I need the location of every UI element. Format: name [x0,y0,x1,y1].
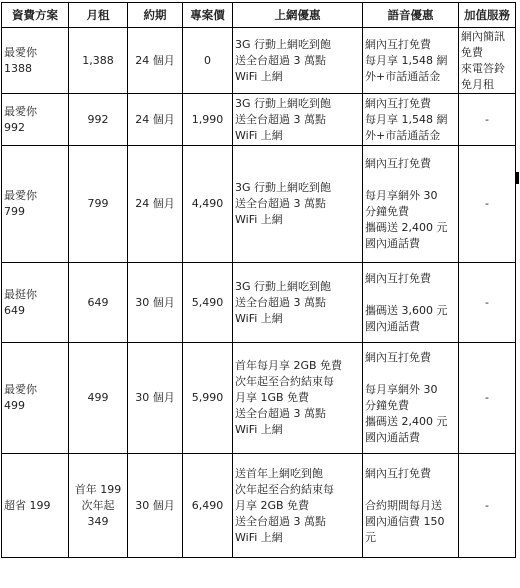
voice-offer-cell [363,454,459,558]
data-offer-cell-line: WiFi 上網 [235,311,283,325]
plan-name-cell [2,94,69,146]
monthly-fee-cell [69,146,128,263]
voice-offer-cell-line: 外+市話通話金 [365,69,441,83]
table-row [2,94,516,146]
price-cell: 4,490 [183,146,233,263]
voice-offer-cell-line: 網內互打免費 [365,271,431,285]
data-offer-cell-line: 送全台超過 3 萬點 [235,112,326,126]
plan-name-cell [2,454,69,558]
monthly-fee-cell [69,343,128,454]
plan-name-cell-line: 1388 [4,61,32,75]
voice-offer-cell-line: 合約期間每月送 [365,498,442,512]
voice-offer-cell-line: 國內通話費 [365,319,420,333]
data-offer-cell-line: 次年起至合約結束每 [235,482,334,496]
header-plan: 資費方案 [2,3,69,28]
voice-offer-cell-line: 攜碼送 3,600 元 [365,303,448,317]
term-cell: 30 個月 [128,343,183,454]
data-offer-cell [233,28,363,94]
table-row [2,263,516,343]
monthly-fee-cell-line: 499 [87,391,109,404]
plan-name-cell [2,263,69,343]
voice-offer-cell-line [365,482,456,498]
value-added-cell-line: 來電答鈴 [461,61,505,75]
header-value-added: 加值服務 [459,3,516,28]
table-row [2,454,516,558]
value-added-cell-line: - [485,498,489,512]
header-data-offer: 上網優惠 [233,3,363,28]
plan-comparison-table [1,2,516,558]
voice-offer-cell-line: 元 [365,530,376,544]
plan-name-cell [2,146,69,263]
value-added-cell-line: - [485,391,489,404]
monthly-fee-cell-line: 799 [87,197,109,210]
voice-offer-cell-line: 分鐘免費 [365,205,409,218]
voice-offer-cell-line: 國內通話費 [365,237,420,250]
value-added-cell [459,94,516,146]
data-offer-cell-line: 送全台超過 3 萬點 [235,197,326,210]
plan-name-cell-line: 最愛你 [4,189,37,202]
table-row [2,343,516,454]
header-voice-offer: 語音優惠 [363,3,459,28]
voice-offer-cell-line: 攜碼送 2,400 元 [365,415,448,428]
plan-name-cell [2,28,69,94]
monthly-fee-cell-line: 首年 199 [74,482,122,496]
voice-offer-cell-line: 外+市話通話金 [365,128,441,142]
value-added-cell-line: - [485,197,489,210]
monthly-fee-cell-line: 349 [87,514,109,528]
voice-offer-cell-line: 網內互打免費 [365,351,431,364]
data-offer-cell-line: 3G 行動上網吃到飽 [235,37,332,51]
term-cell: 24 個月 [128,94,183,146]
table-row [2,28,516,94]
voice-offer-cell-line: 每月享 1,548 網 [365,53,448,67]
voice-offer-cell-line: 網內互打免費 [365,37,431,51]
voice-offer-cell-line: 網內互打免費 [365,157,431,170]
monthly-fee-cell-line: 992 [87,112,109,126]
data-offer-cell-line: 送全台超過 3 萬點 [235,514,326,528]
plan-name-cell-line: 499 [4,399,25,412]
voice-offer-cell-line: 每月享 1,548 網 [365,112,448,126]
data-offer-cell-line: 次年起至合約結束每 [235,375,334,388]
plan-name-cell-line: 最愛你 [4,383,37,396]
header-monthly-fee: 月租 [69,3,128,28]
header-price: 專案價 [183,3,233,28]
data-offer-cell-line: 3G 行動上網吃到飽 [235,181,332,194]
plan-name-cell-line: 992 [4,120,25,134]
table-row [2,146,516,263]
edge-marker [516,172,519,184]
data-offer-cell-line: WiFi 上網 [235,530,283,544]
value-added-cell-line: 免月租 [461,77,494,91]
plan-name-cell-line: 最愛你 [4,104,37,118]
data-offer-cell-line: WiFi 上網 [235,69,283,83]
voice-offer-cell-line: 網內互打免費 [365,466,431,480]
voice-offer-cell-line: 每月享網外 30 [365,383,438,396]
data-offer-cell-line: 月享 2GB 免費 [235,498,310,512]
voice-offer-cell-line: 分鐘免費 [365,399,409,412]
plan-name-cell-line: 最愛你 [4,45,37,59]
value-added-cell [459,343,516,454]
value-added-cell [459,146,516,263]
plan-name-cell-line: 最挺你 [4,287,37,301]
data-offer-cell-line: 月享 1GB 免費 [235,391,310,404]
plan-name-cell-line: 799 [4,205,25,218]
voice-offer-cell-line [365,366,456,382]
data-offer-cell-line: 送全台超過 3 萬點 [235,295,326,309]
data-offer-cell-line: 送首年上網吃到飽 [235,466,323,480]
monthly-fee-cell [69,263,128,343]
price-cell: 5,990 [183,343,233,454]
voice-offer-cell-line [365,172,456,188]
value-added-cell [459,28,516,94]
monthly-fee-cell [69,28,128,94]
value-added-cell [459,454,516,558]
plan-name-cell-line: 超省 199 [4,498,51,512]
data-offer-cell-line: WiFi 上網 [235,128,283,142]
header-row [2,3,516,28]
plan-name-cell [2,343,69,454]
monthly-fee-cell-line: 649 [87,295,109,309]
monthly-fee-cell-line: 次年起 [81,498,115,512]
data-offer-cell-line: 送全台超過 3 萬點 [235,53,326,67]
header-term: 約期 [128,3,183,28]
voice-offer-cell-line: 網內互打免費 [365,96,431,110]
value-added-cell-line: - [485,295,489,309]
data-offer-cell-line: 3G 行動上網吃到飽 [235,96,332,110]
voice-offer-cell [363,94,459,146]
value-added-cell-line: 網內簡訊 [461,29,505,43]
term-cell: 30 個月 [128,454,183,558]
price-cell: 5,490 [183,263,233,343]
voice-offer-cell [363,28,459,94]
plan-name-cell-line: 649 [4,303,25,317]
data-offer-cell-line: WiFi 上網 [235,213,283,226]
data-offer-cell [233,263,363,343]
data-offer-cell-line: 首年每月享 2GB 免費 [235,359,343,372]
price-cell: 0 [183,28,233,94]
monthly-fee-cell [69,94,128,146]
value-added-cell-line: - [485,112,489,126]
data-offer-cell [233,454,363,558]
value-added-cell-line: 免費 [461,45,483,59]
value-added-cell [459,263,516,343]
data-offer-cell [233,94,363,146]
term-cell: 30 個月 [128,263,183,343]
monthly-fee-cell [69,454,128,558]
voice-offer-cell-line: 國內通信費 150 [365,514,445,528]
data-offer-cell [233,343,363,454]
term-cell: 24 個月 [128,146,183,263]
voice-offer-cell-line: 攜碼送 2,400 元 [365,221,448,234]
data-offer-cell-line: 3G 行動上網吃到飽 [235,279,332,293]
voice-offer-cell-line: 國內通話費 [365,431,420,444]
monthly-fee-cell-line: 1,388 [82,53,114,67]
data-offer-cell [233,146,363,263]
data-offer-cell-line: WiFi 上網 [235,423,283,436]
voice-offer-cell-line [365,287,456,303]
voice-offer-cell [363,343,459,454]
price-cell: 1,990 [183,94,233,146]
data-offer-cell-line: 送全台超過 3 萬點 [235,407,326,420]
voice-offer-cell [363,263,459,343]
price-cell: 6,490 [183,454,233,558]
term-cell: 24 個月 [128,28,183,94]
voice-offer-cell [363,146,459,263]
voice-offer-cell-line: 每月享網外 30 [365,189,438,202]
